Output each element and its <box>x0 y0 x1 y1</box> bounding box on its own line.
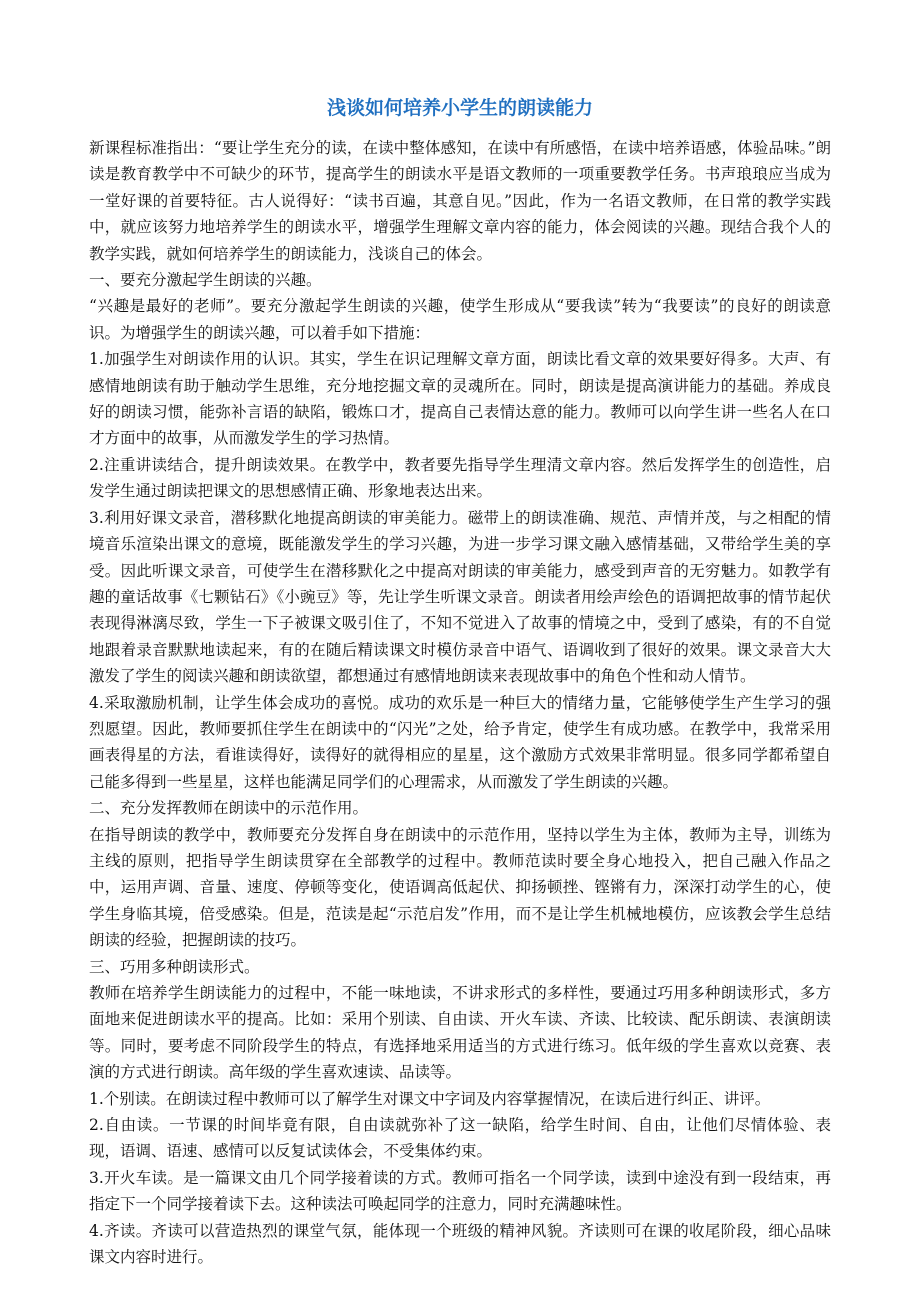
list-item-3-2: 2.自由读。一节课的时间毕竟有限，自由读就弥补了这一缺陷，给学生时间、自由，让他们尽情体验、表现，语调、语速、感情可以反复试读体会，不受集体约束。 <box>89 1116 831 1161</box>
list-item-1-4: 4.采取激励机制，让学生体会成功的喜悦。成功的欢乐是一种巨大的情绪力量，它能够使学生产生学习的强烈愿望。因此，教师要抓住学生在朗读中的“闪光”之处，给予肯定，使学生有成功感。在教学中，我常采用画表得星的方法，看谁读得好，读得好的就得相应的星星，这个激励方式效果非常明显。很多同学都希望自己能多得到一些星星，这样也能满足同学们的心理需求，从而激发了学生朗读的兴趣。 <box>89 693 831 791</box>
list-item-3-1: 1.个别读。在朗读过程中教师可以了解学生对课文中字词及内容掌握情况，在读后进行纠正、讲评。 <box>89 1089 771 1108</box>
body-paragraph: 在指导朗读的教学中，教师要充分发挥自身在朗读中的示范作用，坚持以学生为主体，教师为主导，训练为主线的原则，把指导学生朗读贯穿在全部教学的过程中。教师范读时要全身心地投入，把自己融入作品之中，运用声调、音量、速度、停顿等变化，使语调高低起伏、抑扬顿挫、铿锵有力，深深打动学生的心，使学生身临其境，倍受感染。但是，范读是起“示范启发”作用，而不是让学生机械地模仿，应该教会学生总结朗读的经验，把握朗读的技巧。 <box>89 825 831 950</box>
section-heading-3: 三、巧用多种朗读形式。 <box>89 957 260 976</box>
document-body <box>89 135 831 1270</box>
document-title: 浅谈如何培养小学生的朗读能力 <box>326 97 593 119</box>
list-item-1-3: 3.利用好课文录音，潜移默化地提高朗读的审美能力。磁带上的朗读准确、规范、声情并茂，与之相配的情境音乐渲染出课文的意境，既能激发学生的学习兴趣，为进一步学习课文融入感情基础，又带给学生美的享受。因此听课文录音，可使学生在潜移默化之中提高对朗读的审美能力，感受到声音的无穷魅力。如教学有趣的童话故事《七颗钻石》《小豌豆》等，先让学生听课文录音。朗读者用绘声绘色的语调把故事的情节起伏表现得淋漓尽致，学生一下子被课文吸引住了，不知不觉进入了故事的情境之中，受到了感染，有的不自觉地跟着录音默默地读起来，有的在随后精读课文时模仿录音中语气、语调收到了很好的效果。课文录音大大激发了学生的阅读兴趣和朗读欲望，都想通过有感情地朗读来表现故事中的角色个性和动人情节。 <box>89 508 831 686</box>
body-paragraph: “兴趣是最好的老师”。要充分激起学生朗读的兴趣，使学生形成从“要我读”转为“我要读”的良好的朗读意识。为增强学生的朗读兴趣，可以着手如下措施： <box>89 297 831 342</box>
list-item-1-1: 1.加强学生对朗读作用的认识。其实，学生在识记理解文章方面，朗读比看文章的效果要好得多。大声、有感情地朗读有助于触动学生思维，充分地挖掘文章的灵魂所在。同时，朗读是提高演讲能力的基础。养成良好的朗读习惯，能弥补言语的缺陷，锻炼口才，提高自己表情达意的能力。教师可以向学生讲一些名人在口才方面中的故事，从而激发学生的学习热情。 <box>89 350 831 448</box>
list-item-3-4: 4.齐读。齐读可以营造热烈的课堂气氛，能体现一个班级的精神风貌。齐读则可在课的收尾阶段，细心品味课文内容时进行。 <box>89 1221 831 1267</box>
body-paragraph: 教师在培养学生朗读能力的过程中，不能一味地读，不讲求形式的多样性，要通过巧用多种朗读形式，多方面地来促进朗读水平的提高。比如：采用个别读、自由读、开火车读、齐读、比较读、配乐朗读、表演朗读等。同时，要考虑不同阶段学生的特点，有选择地采用适当的方式进行练习。低年级的学生喜欢以竞赛、表演的方式进行朗读。高年级的学生喜欢速读、品读等。 <box>89 984 831 1082</box>
list-item-3-3: 3.开火车读。是一篇课文由几个同学接着读的方式。教师可指名一个同学读，读到中途没有到一段结束，再指定下一个同学接着读下去。这种读法可唤起同学的注意力，同时充满趣味性。 <box>89 1168 831 1214</box>
section-heading-2: 二、充分发挥教师在朗读中的示范作用。 <box>89 799 369 818</box>
intro-paragraph: 新课程标准指出：“要让学生充分的读，在读中整体感知，在读中有所感悟，在读中培养语感，体验品味。”朗读是教育教学中不可缺少的环节，提高学生的朗读水平是语文教师的一项重要教学任务。书声琅琅应当成为一堂好课的首要特征。古人说得好：“读书百遍，其意自见。”因此，作为一名语文教师，在日常的教学实践中，就应该努力地培养学生的朗读水平，增强学生理解文章内容的能力，体会阅读的兴趣。现结合我个人的教学实践，就如何培养学生的朗读能力，浅谈自己的体会。 <box>89 139 831 263</box>
list-item-1-2: 2.注重讲读结合，提升朗读效果。在教学中，教者要先指导学生理清文章内容。然后发挥学生的创造性，启发学生通过朗读把课文的思想感情正确、形象地表达出来。 <box>89 455 831 501</box>
section-heading-1: 一、要充分激起学生朗读的兴趣。 <box>89 271 322 290</box>
